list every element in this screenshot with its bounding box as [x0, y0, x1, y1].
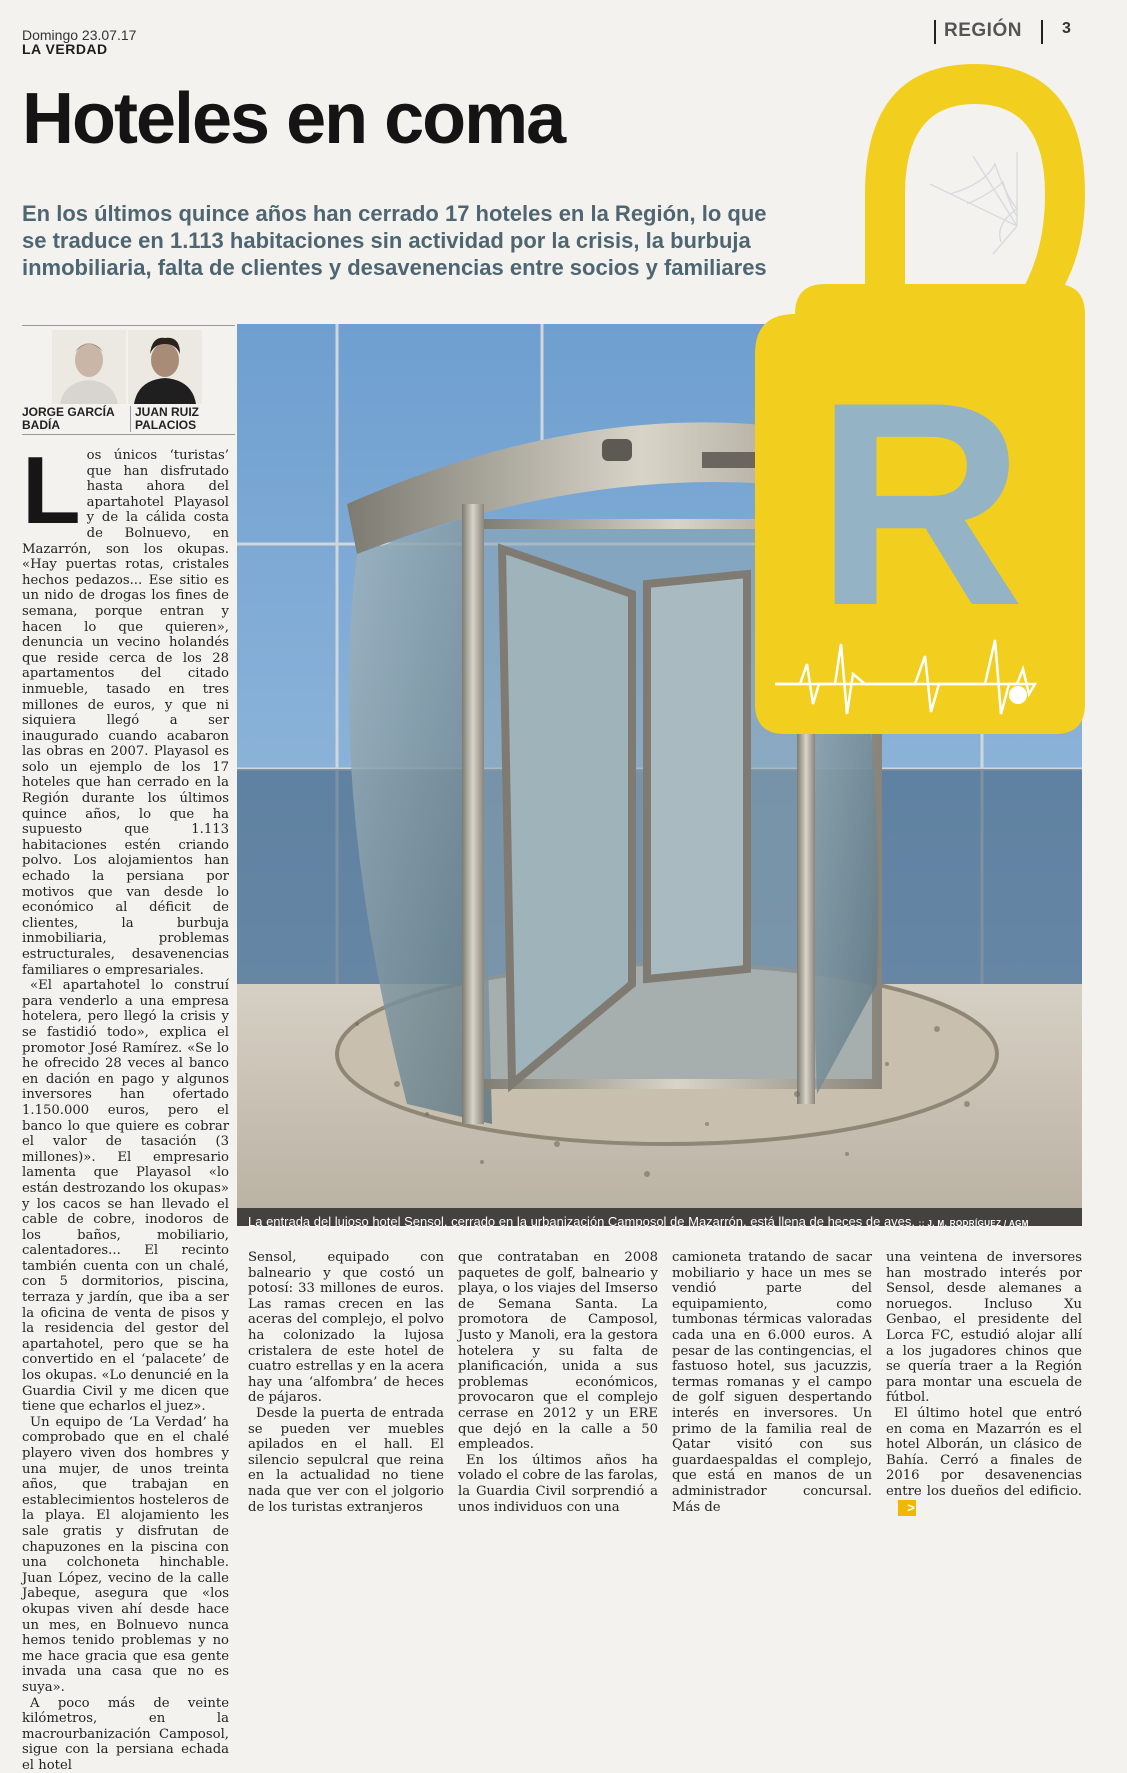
article-paragraph: [886, 1406, 1082, 1516]
issue-date: Domingo 23.07.17: [22, 27, 136, 43]
authors-divider: [22, 434, 235, 435]
drop-cap: L: [22, 451, 81, 531]
section-label: REGIÓN: [944, 20, 1022, 42]
photo-caption: [248, 1214, 1082, 1229]
door-hanger-graphic: [755, 44, 1095, 734]
section-divider: [934, 20, 936, 44]
article-paragraph-text: El último hotel que entró en coma en Mazarrón es el hotel Alborán, un clásico de Bahía. Cerró a finales de 2016 por desavenencias entre los dueños del edificio.: [886, 1406, 1082, 1499]
author-photo-icon: [128, 330, 202, 404]
article-column-2: [248, 1250, 444, 1515]
article-paragraph: En los últimos años ha volado el cobre de las farolas, la Guardia Civil sorprendió a unos individuos con una: [458, 1453, 658, 1515]
subheadline: En los últimos quince años han cerrado 17 hoteles en la Región, lo que se traduce en 1.113 habitaciones sin actividad por la crisis, la burbuja inmobiliaria, falta de clientes y desavenencias entre socios y familiares: [22, 200, 792, 281]
article-column-5: [886, 1250, 1082, 1516]
article-paragraph: os únicos ‘turistas’ que han disfrutado hasta ahora del apartahotel Playasol y de la cálida costa de Bolnuevo, en Mazarrón, son los okupas. «Hay puertas rotas, cristales hechos pedazos... Ese sitio es un nido de drogas los fines de semana, porque entran y hacen lo que quieren», denuncia un vecino holandés que reside cerca de los 28 apartamentos del citado inmueble, tasado en tres millones de euros, y que ni siquiera llegó a ser inaugurado cuando acabaron las obras en 2007. Playasol es solo un ejemplo de los 17 hoteles que han cerrado en la Región durante los últimos quince años, lo que ha supuesto que 1.113 habitaciones estén criando polvo. Los alojamientos han echado la persiana por motivos que van desde lo económico al déficit de clientes, la burbuja inmobiliaria, problemas estructurales, desavenencias familiares o empresariales.: [22, 448, 229, 978]
section-divider: [1041, 20, 1043, 44]
photo-credit: :: J. M. RODRÍGUEZ / AGM: [919, 1219, 1029, 1228]
hanger-letter: R: [815, 342, 1024, 666]
author-photo-icon: [52, 330, 126, 404]
article-column-4: [672, 1250, 872, 1515]
article-paragraph: Sensol, equipado con balneario y que costó un potosí: 33 millones de euros. Las ramas crecen en las aceras del complejo, el polvo ha colonizado la lujosa cristalera de este hotel de cuatro estrellas y en la acera hay una ‘alfombra’ de heces de pájaros.: [248, 1250, 444, 1406]
author-name: JORGE GARCÍA BADÍA: [22, 406, 122, 432]
article-paragraph: «El apartahotel lo construí para venderlo a una empresa hotelera, pero llegó la crisis y se fastidió todo», explica el promotor José Ramírez. «Se lo he ofrecido 28 veces al banco en dación en pago y algunos inversores han ofertado 1.150.000 euros, pero el banco lo que quiere es cobrar el valor de tasación (3 millones)». El empresario lamenta que Playasol «lo están destrozando los okupas» y los cacos se han llevado el cable de cobre, inodoros de los baños, mobiliario, calentadores... El recinto también cuenta con un chalé, con 5 dormitorios, piscina, terraza y jardín, que iba a ser la oficina de venta de pisos y la residencia del gestor del apartahotel, pero que se ha convertido en el ‘palacete’ de los okupas. «Lo denuncié en la Guardia Civil y me dicen que tiene que echarlos el juez».: [22, 978, 229, 1415]
article-paragraph: Desde la puerta de entrada se pueden ver muebles apilados en el hall. El silencio sepulcral que reina en la actualidad no tiene nada que ver con el jolgorio de los turistas extranjeros: [248, 1406, 444, 1515]
newspaper-name: LA VERDAD: [22, 41, 108, 57]
page-number: 3: [1062, 20, 1071, 38]
article-paragraph: una veintena de inversores han mostrado interés por Sensol, desde alemanes a noruegos. Incluso Xu Genbao, el presidente del Lorca FC, estudió alojar allí a los jugadores chinos que se quería traer a la Región para montar una escuela de fútbol.: [886, 1250, 1082, 1406]
headline: Hoteles en coma: [22, 78, 564, 160]
article-column-1: [22, 448, 229, 1773]
author-name: JUAN RUIZ PALACIOS: [130, 406, 235, 432]
article-paragraph: Un equipo de ‘La Verdad’ ha comprobado que en el chalé playero viven dos hombres y una mujer, de unos treinta años, que trabajan en establecimientos hosteleros de la playa. El alojamiento les sale gratis y disfrutan de chapuzones en la piscina con una colchoneta hinchable. Juan López, vecino de la calle Jabeque, asegura que «los okupas viven ahí desde hace un mes, en Bolnuevo nunca hemos tenido problemas y no me hace gracia que esa gente invada una casa que no es suya».: [22, 1415, 229, 1696]
article-paragraph: que contrataban en 2008 paquetes de golf, balneario y playa, o los viajes del Imserso de Semana Santa. La promotora de Camposol, Justo y Manoli, era la gestora hotelera y su falta de planificación, unida a sus problemas económicos, provocaron que el complejo cerrase en 2012 y un ERE que dejó en la calle a 50 empleados.: [458, 1250, 658, 1453]
article-paragraph: A poco más de veinte kilómetros, en la macrourbanización Camposol, sigue con la persiana echada el hotel: [22, 1696, 229, 1773]
caption-text: La entrada del lujoso hotel Sensol, cerrado en la urbanización Camposol de Mazarrón, está llena de heces de aves.: [248, 1214, 915, 1229]
end-mark-icon: >: [898, 1500, 916, 1516]
article-column-3: [458, 1250, 658, 1515]
article-paragraph: camioneta tratando de sacar mobiliario y hace un mes se vendió parte del equipamiento, como tumbonas térmicas valoradas cada una en 6.000 euros. A pesar de las contingencias, el fastuoso hotel, sus jacuzzis, termas romanas y el campo de golf siguen despertando interés en inversores. Un primo de la familia real de Qatar visitó con sus guardaespaldas el complejo, que está en manos de un administrador concursal. Más de: [672, 1250, 872, 1515]
authors-divider: [22, 325, 235, 326]
